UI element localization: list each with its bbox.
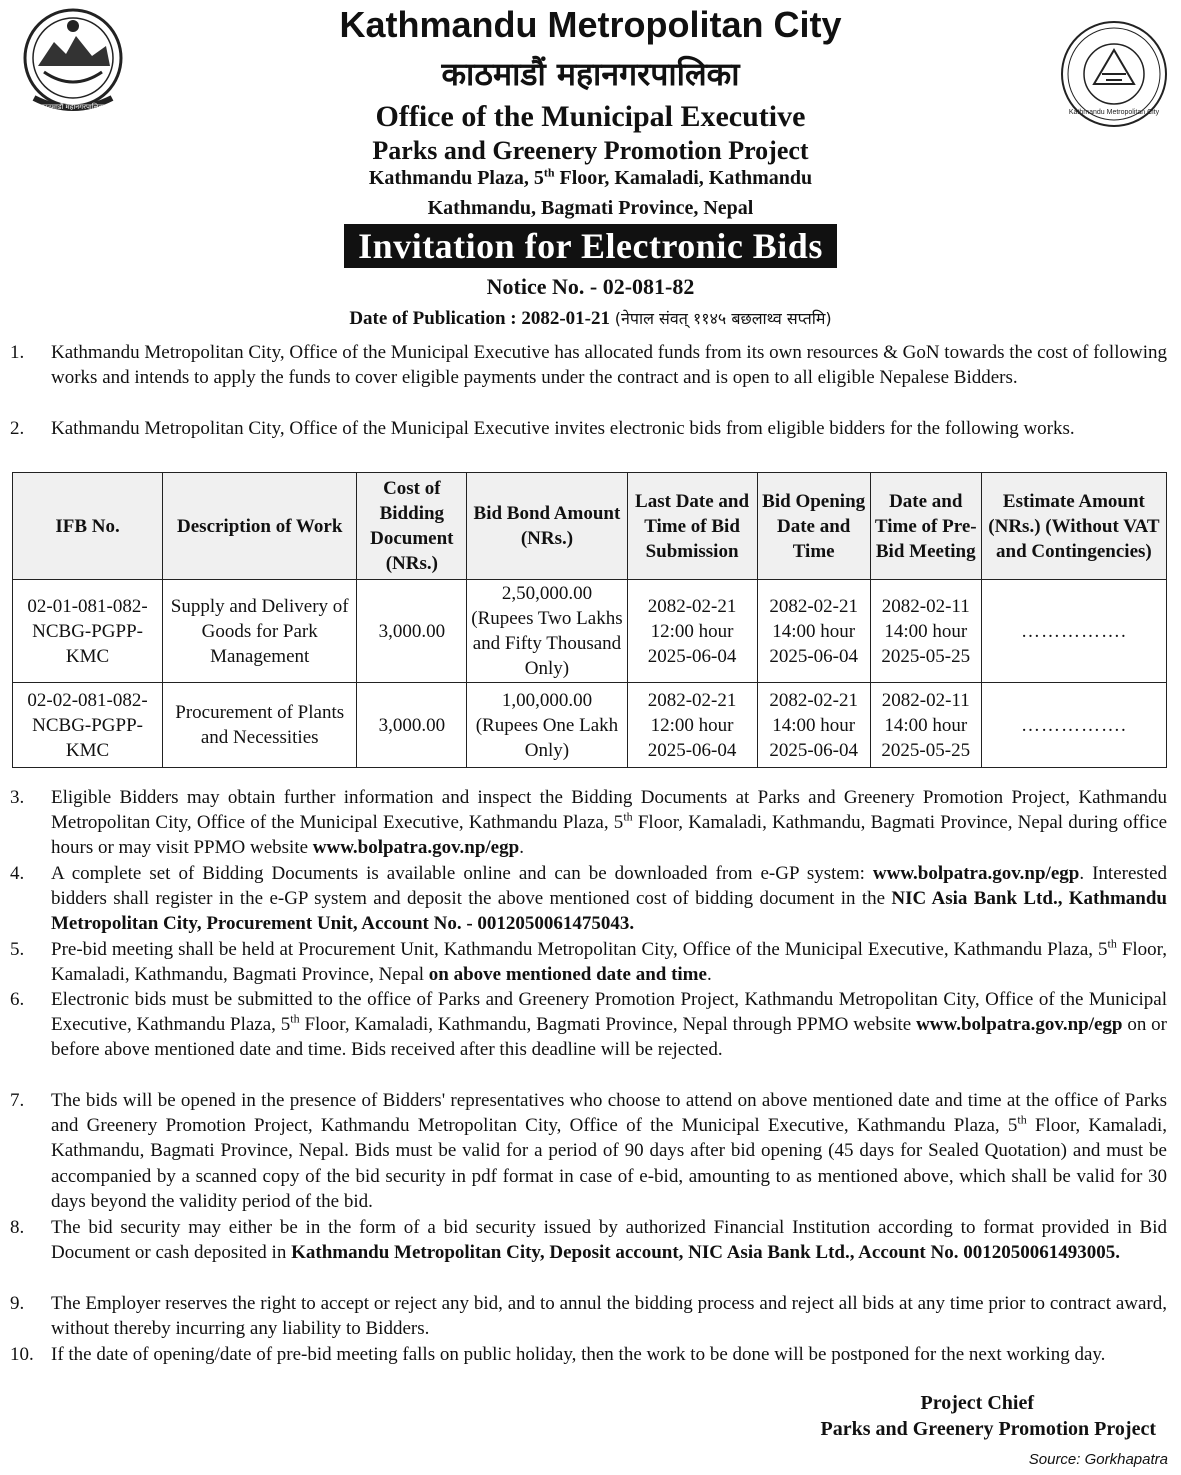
clause-9: 9. The Employer reserves the right to accept or reject any bid, and to annul the bidding process and reject all bids at any time prior to contract award, without thereby incurring any liability to Bidders.: [10, 1293, 1167, 1340]
header-bid-bond: Bid Bond Amount (NRs.): [467, 473, 627, 580]
table-row: [13, 580, 1167, 683]
cell-opening: 2082-02-21 14:00 hour 2025-06-04: [757, 683, 870, 768]
cell-ifb: 02-01-081-082-NCBG-PGPP-KMC: [13, 580, 163, 683]
cell-prebid: 2082-02-11 14:00 hour 2025-05-25: [870, 580, 981, 683]
signatory-title: Project Chief: [920, 1392, 1034, 1414]
clause-3: 3. Eligible Bidders may obtain further information and inspect the Bidding Documents at Parks and Greenery Promotion Project, Kathmandu Metropolitan City, Office of the Municipal Executive, Kathmandu Plaza, 5th Floor, Kamaladi, Kathmandu, Bagmati Province, Nepal during office hours or may visit PPMO website www.bolpatra.gov.np/egp.: [10, 787, 1168, 859]
banner-wrap: [0, 224, 1181, 268]
clause-6: 6. Electronic bids must be submitted to the office of Parks and Greenery Promotion Project, Kathmandu Metropolitan City, Office of the Municipal Executive, Kathmandu Plaza, 5th Floor, Kamaladi, Kathmandu, Bagmati Province, Nepal through PPMO website www.bolpatra.gov.np/egp on or before above mentioned date and time. Bids received after this deadline will be rejected.: [10, 989, 1167, 1061]
clause-2: 2. Kathmandu Metropolitan City, Office of the Municipal Executive invites electronic bids from eligible bidders for the following works.: [10, 418, 1075, 439]
header-ifb: IFB No.: [13, 473, 163, 580]
cell-cost: 3,000.00: [357, 683, 467, 768]
cell-description: Supply and Delivery of Goods for Park Management: [163, 580, 357, 683]
header-opening: Bid Opening Date and Time: [757, 473, 870, 580]
clause-7: 7. The bids will be opened in the presence of Bidders' representatives who choose to attend on above mentioned date and time at the office of Parks and Greenery Promotion Project, Kathmandu Metropolitan City, Office of the Municipal Executive, Kathmandu Plaza, 5th Floor, Kamaladi, Kathmandu, Bagmati Province, Nepal. Bids must be valid for a period of 90 days after bid opening (45 days for Sealed Quotation) and must be accompanied by a scanned copy of the bid security in pdf format in case of e-bid, amounting to as mentioned above, which shall be valid for 30 days beyond the validity period of the bid.: [10, 1090, 1167, 1212]
cell-bid-bond: 2,50,000.00 (Rupees Two Lakhs and Fifty Thousand Only): [467, 580, 627, 683]
emblem-motto: काठमाडौं महानगरपालिका: [40, 103, 106, 111]
project-title: Parks and Greenery Promotion Project: [372, 136, 809, 165]
cell-prebid: 2082-02-11 14:00 hour 2025-05-25: [870, 683, 981, 768]
cell-cost: 3,000.00: [357, 580, 467, 683]
source-credit: Source: Gorkhapatra: [1028, 1451, 1168, 1468]
cell-bid-bond: 1,00,000.00 (Rupees One Lakh Only): [467, 683, 627, 768]
office-title: Office of the Municipal Executive: [375, 100, 806, 133]
bids-table: [12, 472, 1167, 768]
seal-text: Kathmandu Metropolitan City: [1068, 109, 1160, 116]
address-line-1: Kathmandu Plaza, 5th Floor, Kamaladi, Kathmandu: [368, 165, 813, 189]
clause-1: 1. Kathmandu Metropolitan City, Office of the Municipal Executive has allocated funds from its own resources & GoN towards the cost of following works and intends to apply the funds to cover eligible payments under the contract and is open to all eligible Nepalese Bidders.: [10, 342, 1167, 389]
publication-date: Date of Publication : 2082-01-21 (नेपाल संवत् ११४५ बछलाथ्व सप्तमि): [349, 308, 832, 329]
cell-submission: 2082-02-21 12:00 hour 2025-06-04: [627, 683, 757, 768]
cell-description: Procurement of Plants and Necessities: [163, 683, 357, 768]
cell-estimate: …………….: [981, 580, 1166, 683]
city-title-nepali: काठमाडौं महानगरपालिका: [441, 55, 740, 93]
notice-number: Notice No. - 02-081-82: [486, 274, 695, 299]
clause-8: 8. The bid security may either be in the form of a bid security issued by authorized Financial Institution according to format provided in Bid Document or cash deposited in Kathmandu Metropolitan City, Deposit account, NIC Asia Bank Ltd., Account No. 0012050061493005.: [10, 1217, 1167, 1264]
cell-ifb: 02-02-081-082-NCBG-PGPP-KMC: [13, 683, 163, 768]
clause-5: 5. Pre-bid meeting shall be held at Procurement Unit, Kathmandu Metropolitan City, Office of the Municipal Executive, Kathmandu Plaza, 5th Floor, Kamaladi, Kathmandu, Bagmati Province, Nepal on above mentioned date and time.: [10, 936, 1167, 986]
city-title: Kathmandu Metropolitan City: [339, 4, 842, 45]
signatory-org: Parks and Greenery Promotion Project: [820, 1418, 1156, 1440]
header-prebid: Date and Time of Pre-Bid Meeting: [870, 473, 981, 580]
table-header-row: [13, 473, 1167, 580]
invitation-banner: Invitation for Electronic Bids: [344, 224, 837, 268]
clause-10: 10. If the date of opening/date of pre-bid meeting falls on public holiday, then the work to be done will be postponed for the next working day.: [10, 1344, 1106, 1365]
header-cost: Cost of Bidding Document (NRs.): [357, 473, 467, 580]
cell-submission: 2082-02-21 12:00 hour 2025-06-04: [627, 580, 757, 683]
header-submission: Last Date and Time of Bid Submission: [627, 473, 757, 580]
address-line-2: Kathmandu, Bagmati Province, Nepal: [427, 197, 754, 219]
cell-estimate: …………….: [981, 683, 1166, 768]
cell-opening: 2082-02-21 14:00 hour 2025-06-04: [757, 580, 870, 683]
header-estimate: Estimate Amount (NRs.) (Without VAT and Contingencies): [981, 473, 1166, 580]
table-row: [13, 683, 1167, 768]
clause-4: 4. A complete set of Bidding Documents is available online and can be downloaded from e-GP system: www.bolpatra.gov.np/egp. Interested bidders shall register in the e-GP system and deposit the above mentioned cost of bidding document in the NIC Asia Bank Ltd., Kathmandu Metropolitan City, Procurement Unit, Account No. - 0012050061475043.: [10, 863, 1167, 935]
header-description: Description of Work: [163, 473, 357, 580]
